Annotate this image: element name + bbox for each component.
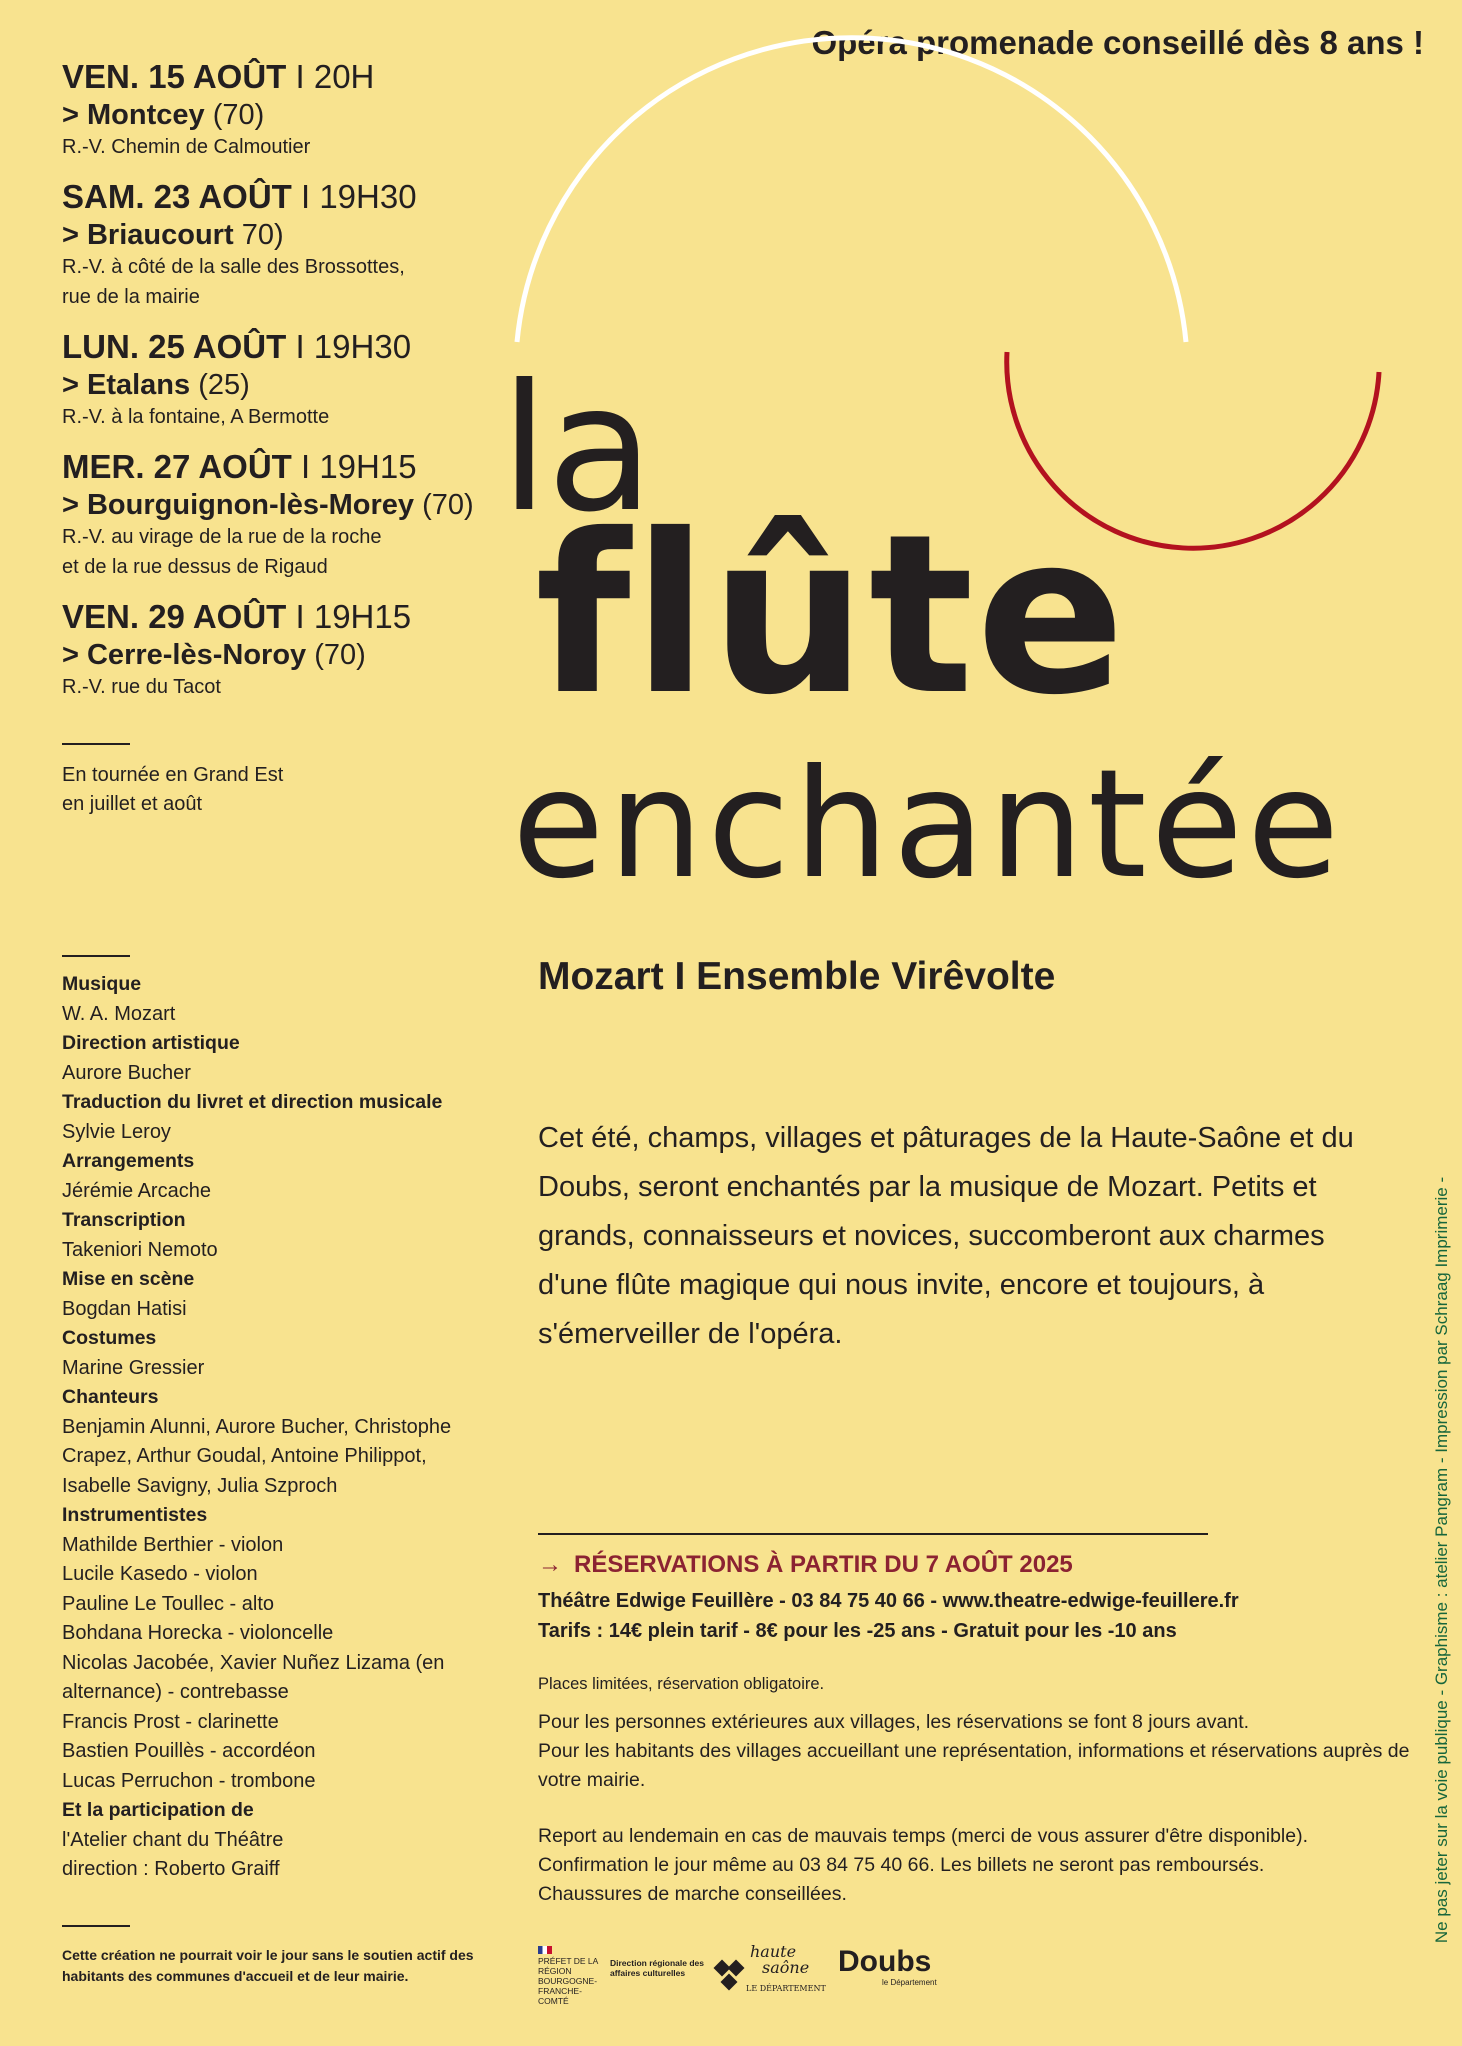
flag-icon xyxy=(538,1946,552,1954)
credit-role: Instrumentistes xyxy=(62,1504,208,1526)
title-la: la xyxy=(500,348,652,551)
reservation-contact[interactable]: Théâtre Edwige Feuillère - 03 84 75 40 66 - www.theatre-edwige-feuillere.fr xyxy=(538,1590,1239,1612)
date-day: VEN. 29 AOÛT xyxy=(62,598,287,635)
date-day: LUN. 25 AOÛT xyxy=(62,328,287,365)
credit-role: Mise en scène xyxy=(62,1268,195,1290)
reservation-limits: Places limitées, réservation obligatoire. xyxy=(538,1675,825,1693)
town: > Etalans xyxy=(62,369,191,401)
credit-names: l'Atelier chant du Théâtre direction : Roberto Graiff xyxy=(62,1828,284,1880)
credit-names: Bogdan Hatisi xyxy=(62,1297,187,1320)
credit-role: Transcription xyxy=(62,1209,186,1231)
subtitle: Mozart I Ensemble Virêvolte xyxy=(538,955,1056,998)
credit-role: Costumes xyxy=(62,1327,157,1349)
address: et de la rue dessus de Rigaud xyxy=(62,556,328,578)
date-time: I 19H15 xyxy=(295,598,412,635)
haute-saone-logo xyxy=(710,1944,830,2004)
date-day: SAM. 23 AOÛT xyxy=(62,178,292,215)
date-time: I 19H30 xyxy=(295,328,412,365)
dept: (70) xyxy=(212,99,265,131)
town: > Bourguignon-lès-Morey xyxy=(62,489,415,521)
address: R.-V. au virage de la rue de la roche xyxy=(62,526,382,548)
credit-names: Takeniori Nemoto xyxy=(62,1238,218,1261)
support-note: Cette création ne pourrait voir le jour sans le soutien actif des habitants des communes d'accueil et de leur mairie. xyxy=(62,1947,474,1984)
tagline: Opéra promenade conseillé dès 8 ans ! xyxy=(811,24,1424,61)
dept: (70) xyxy=(314,639,366,671)
reservation-exterior xyxy=(538,1708,1418,1795)
dept: (70) xyxy=(422,489,474,521)
doubs-logo xyxy=(838,1946,948,1996)
date-time: I 19H30 xyxy=(300,178,417,215)
intro-text: Cet été, champs, villages et pâturages de la Haute-Saône et du Doubs, seront enchantés par la musique de Mozart. Petits et grands, connaisseurs et novices, succomberont aux charmes d'une flûte magique qui nous invite, encore et toujours, à s'émerveiller de l'opéra. xyxy=(538,1122,1354,1350)
hs-bottom: saône xyxy=(762,1958,810,1977)
date-day: MER. 27 AOÛT xyxy=(62,448,292,485)
credit-names: Sylvie Leroy xyxy=(62,1120,171,1143)
credit-names: Mathilde Berthier - violon Lucile Kasedo - violon Pauline Le Toullec - alto Bohdana Horecka - violoncelle Nicolas Jacobée, Xavier Nuñez Lizama (en alternance) - contrebasse Francis Prost - clarinette Bastien Pouillès - accordéon Lucas Perruchon - trombone xyxy=(62,1533,445,1792)
reservation-tarifs: Tarifs : 14€ plein tarif - 8€ pour les -25 ans - Gratuit pour les -10 ans xyxy=(538,1620,1177,1642)
date-day: VEN. 15 AOÛT xyxy=(62,58,287,95)
credit-role: Chanteurs xyxy=(62,1386,159,1408)
credit-role: Musique xyxy=(62,973,142,995)
date-time: I 20H xyxy=(295,58,375,95)
title-enchantee: enchantée xyxy=(512,738,1344,912)
town: > Montcey xyxy=(62,99,205,131)
reservation-report xyxy=(538,1822,1418,1909)
prefet-logo-text: PRÉFET DE LA RÉGION BOURGOGNE-FRANCHE-COMTÉ xyxy=(538,1956,598,2006)
doubs-sub: le Département xyxy=(882,1978,937,1987)
reservation-exterior-text: Pour les personnes extérieures aux villages, les réservations se font 8 jours avant. Pour les habitants des villages accueillant une représentation, informations et réservations auprès de votre mairie. xyxy=(538,1711,1410,1791)
tour-note-line: En tournée en Grand Est xyxy=(62,764,284,786)
tour-note-line: en juillet et août xyxy=(62,793,203,815)
prefet-logo xyxy=(538,1946,600,2006)
reservation-title-text: RÉSERVATIONS À PARTIR DU 7 AOÛT 2025 xyxy=(574,1551,1073,1578)
white-arc xyxy=(517,38,1186,342)
credit-role: Direction artistique xyxy=(62,1032,240,1054)
town: > Briaucourt xyxy=(62,219,234,251)
credit-names: W. A. Mozart xyxy=(62,1002,176,1025)
vertical-credit-text: Ne pas jeter sur la voie publique - Graphisme : atelier Pangram - Impression par Schraag Imprimerie - xyxy=(1432,1176,1451,1944)
credit-names: Benjamin Alunni, Aurore Bucher, Christophe Crapez, Arthur Goudal, Antoine Philippot, Isabelle Savigny, Julia Szproch xyxy=(62,1415,452,1497)
hs-sub: LE DÉPARTEMENT xyxy=(746,1984,826,1993)
credit-role: Arrangements xyxy=(62,1150,195,1172)
address: rue de la mairie xyxy=(62,286,200,308)
hs-top: haute xyxy=(750,1942,797,1961)
date-time: I 19H15 xyxy=(300,448,417,485)
reservation-report-text: Report au lendemain en cas de mauvais temps (merci de vous assurer d'être disponible). Confirmation le jour même au 03 84 75 40 66. Les billets ne seront pas remboursés. Chaussures de marche conseillées. xyxy=(538,1825,1309,1905)
address: R.-V. à côté de la salle des Brossottes, xyxy=(62,256,405,278)
credit-names: Aurore Bucher xyxy=(62,1061,191,1084)
dept: 70) xyxy=(241,219,284,251)
town: > Cerre-lès-Noroy xyxy=(62,639,307,671)
address: R.-V. rue du Tacot xyxy=(62,676,221,698)
haute-saone-emblem-icon xyxy=(710,1956,750,1996)
title-flute: flûte xyxy=(535,487,1128,743)
address: R.-V. à la fontaine, A Bermotte xyxy=(62,406,330,428)
credit-role: Et la participation de xyxy=(62,1799,254,1821)
arrow-right-icon: → xyxy=(538,1551,562,1578)
reservation-title xyxy=(538,1551,1073,1579)
doubs-name: Doubs xyxy=(838,1945,932,1978)
credit-names: Marine Gressier xyxy=(62,1356,205,1379)
address: R.-V. Chemin de Calmoutier xyxy=(62,136,311,158)
dept: (25) xyxy=(198,369,250,401)
credit-role: Traduction du livret et direction musicale xyxy=(62,1091,443,1113)
credit-names: Jérémie Arcache xyxy=(62,1179,211,1202)
drac-logo: Direction régionale des affaires culturelles xyxy=(610,1958,704,1978)
divider xyxy=(538,1533,1208,1535)
